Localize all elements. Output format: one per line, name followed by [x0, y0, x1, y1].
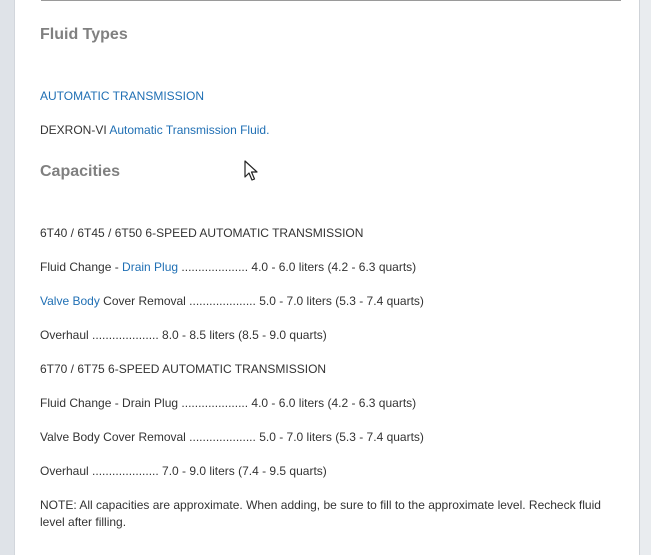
fluid-change-label: Fluid Change - [40, 260, 123, 274]
valve-body-value: Cover Removal .................... 5.0 - 7.0 liters (5.3 - 7.4 quarts) [99, 294, 424, 308]
fluid-name: DEXRON-VI [40, 123, 110, 137]
group2-heading: 6T70 / 6T75 6-SPEED AUTOMATIC TRANSMISSION [40, 362, 327, 376]
top-divider [41, 0, 621, 1]
fluid-types-title: Fluid Types [40, 26, 128, 43]
group1-fluid-change [40, 260, 416, 275]
fluid-change-value: .................... 4.0 - 6.0 liters (4.2 - 6.3 quarts) [178, 260, 417, 274]
capacities-title: Capacities [40, 163, 121, 180]
group2-overhaul: Overhaul .................... 7.0 - 9.0 liters (7.4 - 9.5 quarts) [40, 464, 327, 478]
right-scroll-gutter [639, 0, 651, 555]
fluid-type-line [40, 123, 269, 138]
drain-plug-link[interactable]: Drain Plug [122, 260, 179, 274]
group1-heading: 6T40 / 6T45 / 6T50 6-SPEED AUTOMATIC TRANSMISSION [40, 226, 364, 240]
capacities-note: NOTE: All capacities are approximate. When adding, be sure to fill to the approximate level. Recheck fluid level after filling. [40, 498, 601, 529]
group1-valve-body [40, 294, 424, 309]
group1-overhaul: Overhaul .................... 8.0 - 8.5 liters (8.5 - 9.0 quarts) [40, 328, 327, 342]
valve-body-link[interactable]: Valve Body [40, 294, 100, 308]
group2-valve-body: Valve Body Cover Removal .................... 5.0 - 7.0 liters (5.3 - 7.4 quarts) [40, 430, 424, 444]
automatic-transmission-link[interactable]: AUTOMATIC TRANSMISSION [40, 89, 205, 103]
mouse-pointer-icon [244, 160, 258, 182]
atf-link[interactable]: Automatic Transmission Fluid. [109, 123, 270, 137]
group2-fluid-change: Fluid Change - Drain Plug .................... 4.0 - 6.0 liters (4.2 - 6.3 quarts) [40, 396, 417, 410]
